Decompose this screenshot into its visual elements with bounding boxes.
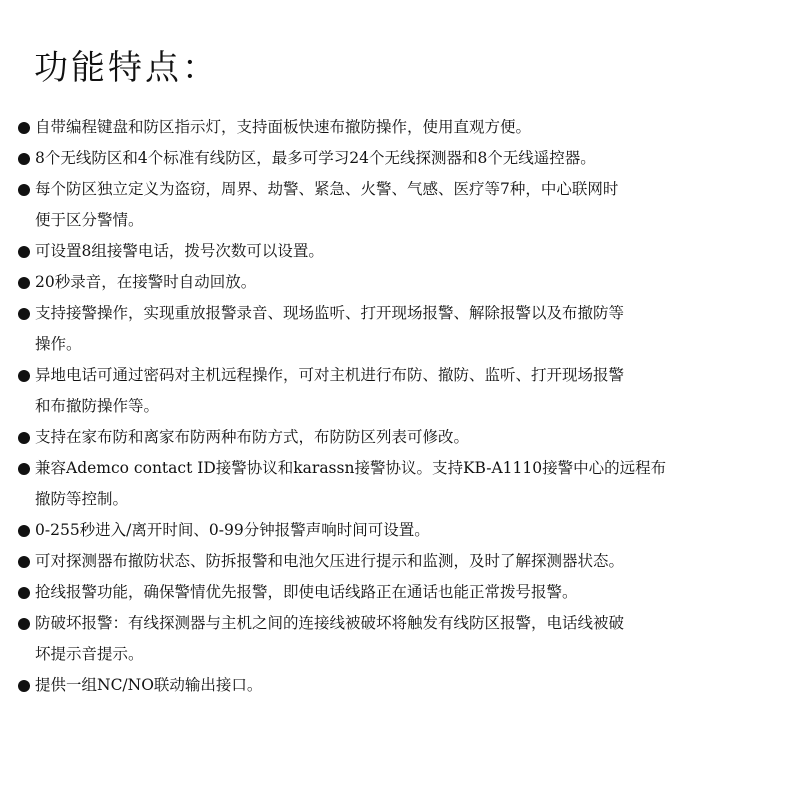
feature-item <box>16 143 766 174</box>
bullet-dot-icon <box>18 556 30 568</box>
bullet-dot-icon <box>18 432 30 444</box>
feature-text-line: 0-255秒进入/离开时间、0-99分钟报警声响时间可设置。 <box>35 521 430 539</box>
feature-text-line: 自带编程键盘和防区指示灯，支持面板快速布撤防操作，使用直观方便。 <box>35 118 532 136</box>
feature-item <box>16 236 766 267</box>
bullet-dot-icon <box>18 153 30 165</box>
bullet-dot-icon <box>18 122 30 134</box>
feature-text-line: 便于区分警情。 <box>35 211 144 229</box>
feature-text-line: 可对探测器布撤防状态、防拆报警和电池欠压进行提示和监测，及时了解探测器状态。 <box>35 552 625 570</box>
feature-text-line: 可设置8组接警电话，拨号次数可以设置。 <box>35 242 324 260</box>
feature-text-line: 支持接警操作，实现重放报警录音、现场监听、打开现场报警、解除报警以及布撤防等 <box>35 304 625 322</box>
bullet-dot-icon <box>18 463 30 475</box>
bullet-dot-icon <box>18 246 30 258</box>
bullet-dot-icon <box>18 277 30 289</box>
bullet-dot-icon <box>18 525 30 537</box>
feature-item <box>16 360 766 422</box>
bullet-dot-icon <box>18 680 30 692</box>
feature-item <box>16 608 766 670</box>
feature-item <box>16 546 766 577</box>
bullet-dot-icon <box>18 587 30 599</box>
page-title: 功能特点： <box>34 48 219 88</box>
feature-item <box>16 298 766 360</box>
feature-text-line: 兼容Ademco contact ID接警协议和karassn接警协议。支持KB-A1110接警中心的远程布 <box>35 459 667 477</box>
feature-text-line: 20秒录音，在接警时自动回放。 <box>35 273 257 291</box>
feature-text-line: 防破坏报警：有线探测器与主机之间的连接线被破坏将触发有线防区报警，电话线被破 <box>35 614 625 632</box>
feature-text-line: 坏提示音提示。 <box>35 645 144 663</box>
feature-item <box>16 515 766 546</box>
feature-item <box>16 267 766 298</box>
feature-text-line: 异地电话可通过密码对主机远程操作，可对主机进行布防、撤防、监听、打开现场报警 <box>35 366 625 384</box>
feature-text-line: 提供一组NC/NO联动输出接口。 <box>35 676 263 694</box>
feature-text-line: 撤防等控制。 <box>35 490 129 508</box>
feature-text-line: 8个无线防区和4个标准有线防区，最多可学习24个无线探测器和8个无线遥控器。 <box>35 149 596 167</box>
bullet-dot-icon <box>18 370 30 382</box>
feature-item <box>16 453 766 515</box>
feature-text-line: 每个防区独立定义为盗窃，周界、劫警、紧急、火警、气感、医疗等7种，中心联网时 <box>35 180 619 198</box>
feature-text-line: 操作。 <box>35 335 82 353</box>
feature-item <box>16 174 766 236</box>
bullet-dot-icon <box>18 308 30 320</box>
bullet-dot-icon <box>18 618 30 630</box>
feature-item <box>16 577 766 608</box>
feature-text-line: 抢线报警功能，确保警情优先报警，即使电话线路正在通话也能正常拨号报警。 <box>35 583 578 601</box>
feature-list <box>16 112 766 701</box>
feature-text-line: 和布撤防操作等。 <box>35 397 160 415</box>
feature-text-line: 支持在家布防和离家布防两种布防方式，布防防区列表可修改。 <box>35 428 470 446</box>
bullet-dot-icon <box>18 184 30 196</box>
feature-item <box>16 112 766 143</box>
feature-item <box>16 670 766 701</box>
feature-item <box>16 422 766 453</box>
